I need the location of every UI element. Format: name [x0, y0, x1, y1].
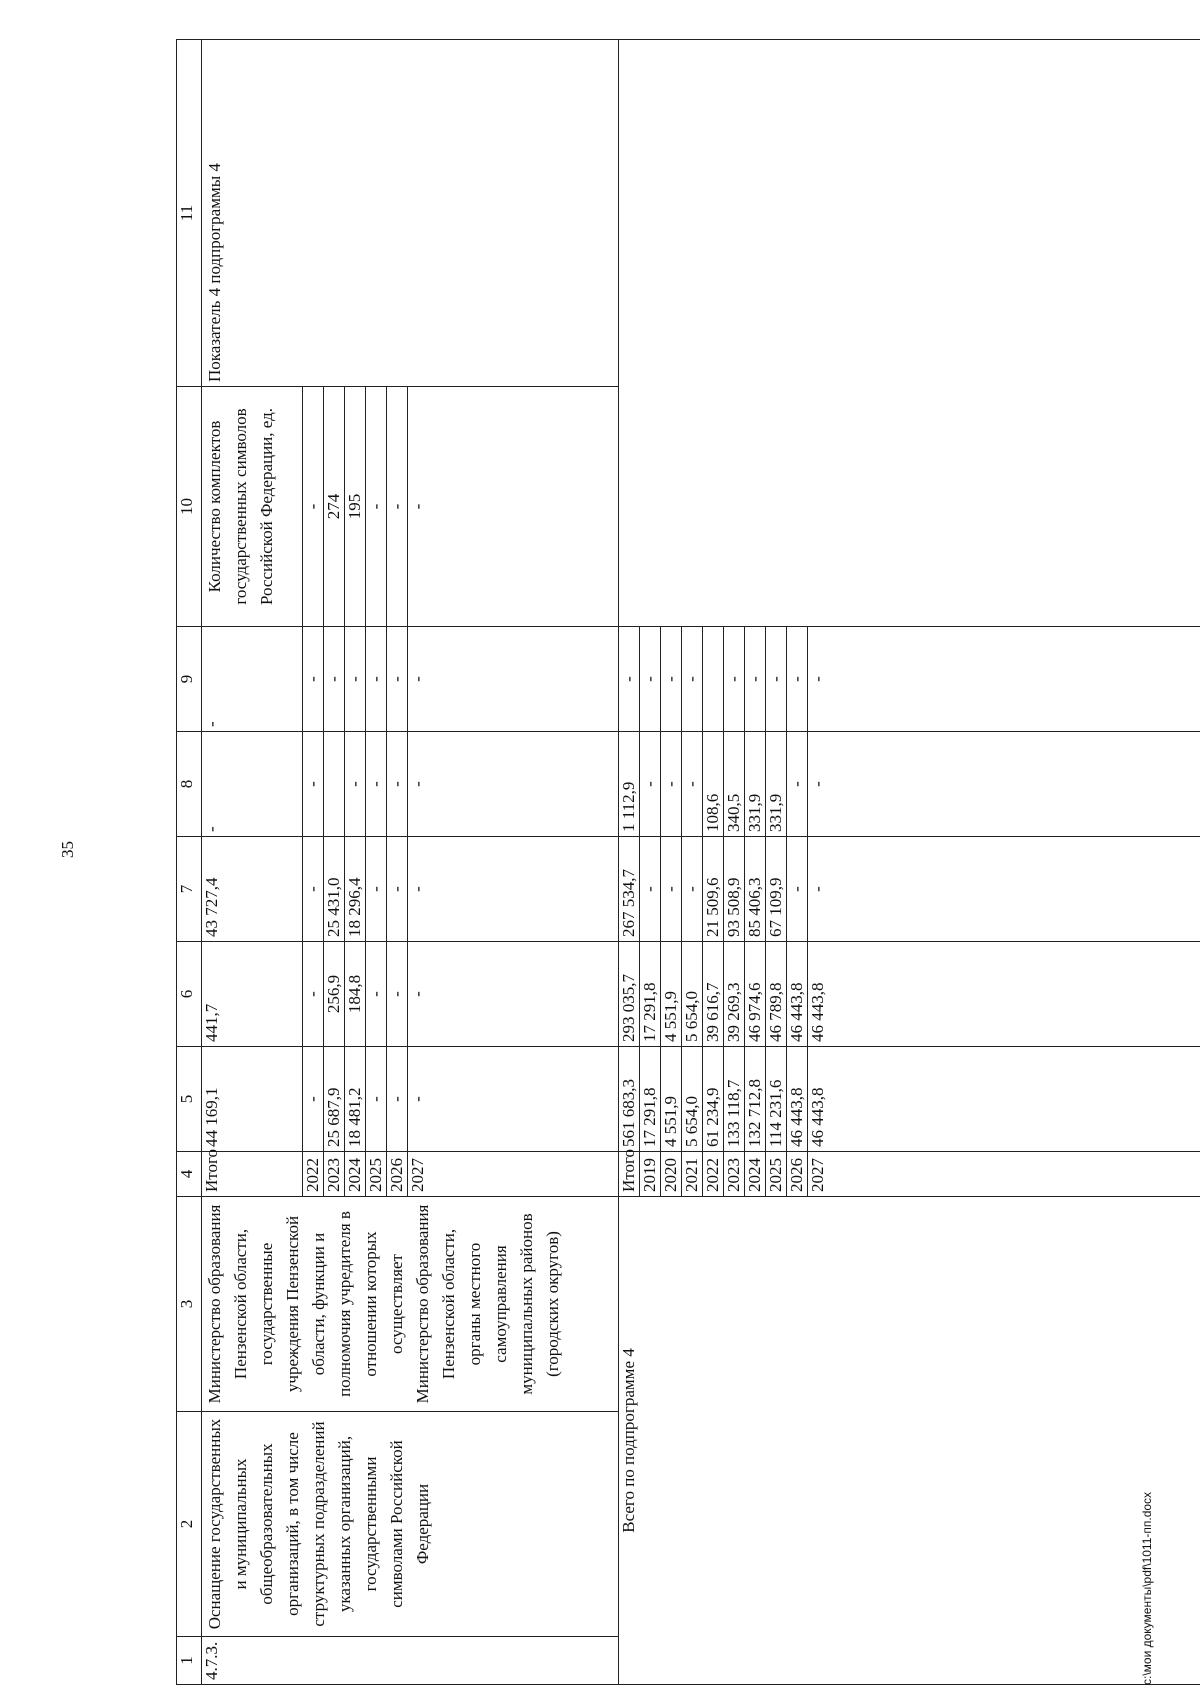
- value-cell: -: [387, 387, 408, 627]
- value-cell: -: [787, 627, 808, 732]
- value-cell: -: [408, 627, 619, 732]
- col-header-3: 3: [177, 1197, 202, 1412]
- indicator-link: Показатель 4 подпрограммы 4: [202, 40, 619, 387]
- value-cell: 4 551,9: [661, 942, 682, 1047]
- value-cell: -: [387, 837, 408, 942]
- value-cell: 46 443,8: [787, 942, 808, 1047]
- value-cell: 5 654,0: [682, 942, 703, 1047]
- year-cell: 2022: [703, 1152, 724, 1197]
- value-cell: 43 727,4: [202, 837, 303, 942]
- value-cell: 21 509,6: [703, 837, 724, 942]
- activity-name: Оснащение государственных и муниципальных общеобразовательных организаций, в том числе структурных подразделений указанных организаций, государственными символами Российской Федерации: [202, 1412, 619, 1637]
- header-row: [177, 40, 202, 1685]
- value-cell: -: [387, 942, 408, 1047]
- value-cell: -: [366, 1047, 387, 1152]
- value-cell: 274: [324, 387, 345, 627]
- value-cell: 25 431,0: [324, 837, 345, 942]
- value-cell: -: [640, 627, 661, 732]
- year-cell: 2021: [682, 1152, 703, 1197]
- value-cell: 133 118,7: [724, 1047, 745, 1152]
- value-cell: -: [366, 387, 387, 627]
- value-cell: -: [366, 837, 387, 942]
- value-cell: 267 534,7: [619, 837, 640, 942]
- value-cell: 18 296,4: [345, 837, 366, 942]
- value-cell: -: [387, 1047, 408, 1152]
- value-cell: 46 974,6: [745, 942, 766, 1047]
- value-cell: -: [682, 627, 703, 732]
- value-cell: -: [202, 732, 303, 837]
- year-cell: 2027: [808, 1152, 1200, 1197]
- col-header-2: 2: [177, 1412, 202, 1637]
- value-cell: [324, 732, 345, 837]
- year-cell: 2027: [408, 1152, 619, 1197]
- year-cell: Итого: [202, 1152, 303, 1197]
- value-cell: -: [303, 837, 324, 942]
- value-cell: -: [366, 942, 387, 1047]
- rotated-table-sheet: [176, 40, 1116, 1685]
- value-cell: -: [787, 732, 808, 837]
- value-cell: [703, 627, 724, 732]
- year-cell: 2023: [324, 1152, 345, 1197]
- value-cell: -: [408, 732, 619, 837]
- value-cell: 108,6: [703, 732, 724, 837]
- value-cell: -: [661, 627, 682, 732]
- empty-cell: [619, 40, 1200, 627]
- value-cell: 1 112,9: [619, 732, 640, 837]
- value-cell: 561 683,3: [619, 1047, 640, 1152]
- executor-name: Министерство образования Пензенской области, государственные учреждения Пензенской области, функции и полномочия учредителя в отношении которых осуществляет Министерство образования Пензенской области, органы местного самоуправления муниципальных районов (городских округов): [202, 1197, 619, 1412]
- value-cell: -: [303, 732, 324, 837]
- value-cell: -: [303, 1047, 324, 1152]
- indicator-name: Количество комплектов государственных символов Российской Федерации, ед.: [202, 387, 303, 627]
- value-cell: -: [387, 732, 408, 837]
- year-cell: 2022: [303, 1152, 324, 1197]
- table-row: [619, 40, 640, 1685]
- value-cell: -: [745, 627, 766, 732]
- value-cell: -: [387, 627, 408, 732]
- value-cell: 340,5: [724, 732, 745, 837]
- value-cell: -: [202, 627, 303, 732]
- value-cell: 441,7: [202, 942, 303, 1047]
- value-cell: 39 616,7: [703, 942, 724, 1047]
- col-header-5: 5: [177, 1047, 202, 1152]
- value-cell: 67 109,9: [766, 837, 787, 942]
- value-cell: 39 269,3: [724, 942, 745, 1047]
- value-cell: -: [682, 732, 703, 837]
- total-label: Всего по подпрограмме 4: [619, 1197, 1200, 1685]
- value-cell: 5 654,0: [682, 1047, 703, 1152]
- value-cell: -: [724, 627, 745, 732]
- value-cell: 114 231,6: [766, 1047, 787, 1152]
- value-cell: 17 291,8: [640, 942, 661, 1047]
- year-cell: 2024: [345, 1152, 366, 1197]
- col-header-1: 1: [177, 1637, 202, 1685]
- program-table: [176, 39, 1200, 1685]
- value-cell: -: [640, 837, 661, 942]
- year-cell: 2024: [745, 1152, 766, 1197]
- col-header-11: 11: [177, 40, 202, 387]
- value-cell: 18 481,2: [345, 1047, 366, 1152]
- value-cell: 132 712,8: [745, 1047, 766, 1152]
- col-header-4: 4: [177, 1152, 202, 1197]
- value-cell: -: [303, 387, 324, 627]
- col-header-9: 9: [177, 627, 202, 732]
- value-cell: -: [345, 627, 366, 732]
- value-cell: 256,9: [324, 942, 345, 1047]
- value-cell: 85 406,3: [745, 837, 766, 942]
- value-cell: 17 291,8: [640, 1047, 661, 1152]
- value-cell: -: [766, 627, 787, 732]
- value-cell: -: [303, 627, 324, 732]
- year-cell: 2019: [640, 1152, 661, 1197]
- value-cell: -: [345, 732, 366, 837]
- row-number: 4.7.3.: [202, 1637, 619, 1685]
- year-cell: 2026: [387, 1152, 408, 1197]
- year-cell: 2020: [661, 1152, 682, 1197]
- value-cell: -: [787, 837, 808, 942]
- value-cell: -: [808, 732, 1200, 837]
- value-cell: 195: [345, 387, 366, 627]
- year-cell: 2026: [787, 1152, 808, 1197]
- table-row: [202, 40, 303, 1685]
- col-header-10: 10: [177, 387, 202, 627]
- value-cell: 46 789,8: [766, 942, 787, 1047]
- col-header-8: 8: [177, 732, 202, 837]
- value-cell: -: [303, 942, 324, 1047]
- value-cell: 61 234,9: [703, 1047, 724, 1152]
- value-cell: -: [808, 837, 1200, 942]
- value-cell: -: [366, 627, 387, 732]
- value-cell: -: [682, 837, 703, 942]
- value-cell: -: [324, 627, 345, 732]
- value-cell: 44 169,1: [202, 1047, 303, 1152]
- value-cell: 46 443,8: [808, 942, 1200, 1047]
- value-cell: 4 551,9: [661, 1047, 682, 1152]
- value-cell: -: [408, 387, 619, 627]
- footer-file-path: c:\мои документы\pdf\1011-пп.docx: [1140, 1491, 1154, 1685]
- value-cell: -: [640, 732, 661, 837]
- year-cell: 2023: [724, 1152, 745, 1197]
- value-cell: 93 508,9: [724, 837, 745, 942]
- value-cell: 293 035,7: [619, 942, 640, 1047]
- value-cell: -: [408, 1047, 619, 1152]
- value-cell: -: [661, 732, 682, 837]
- value-cell: -: [366, 732, 387, 837]
- value-cell: 184,8: [345, 942, 366, 1047]
- year-cell: 2025: [766, 1152, 787, 1197]
- value-cell: 46 443,8: [808, 1047, 1200, 1152]
- value-cell: 331,9: [766, 732, 787, 837]
- col-header-6: 6: [177, 942, 202, 1047]
- value-cell: -: [619, 627, 640, 732]
- value-cell: 25 687,9: [324, 1047, 345, 1152]
- value-cell: 331,9: [745, 732, 766, 837]
- value-cell: -: [408, 942, 619, 1047]
- value-cell: -: [408, 837, 619, 942]
- year-cell: 2025: [366, 1152, 387, 1197]
- page-number: 35: [58, 841, 77, 858]
- year-cell: Итого: [619, 1152, 640, 1197]
- col-header-7: 7: [177, 837, 202, 942]
- value-cell: -: [661, 837, 682, 942]
- value-cell: 46 443,8: [787, 1047, 808, 1152]
- value-cell: -: [808, 627, 1200, 732]
